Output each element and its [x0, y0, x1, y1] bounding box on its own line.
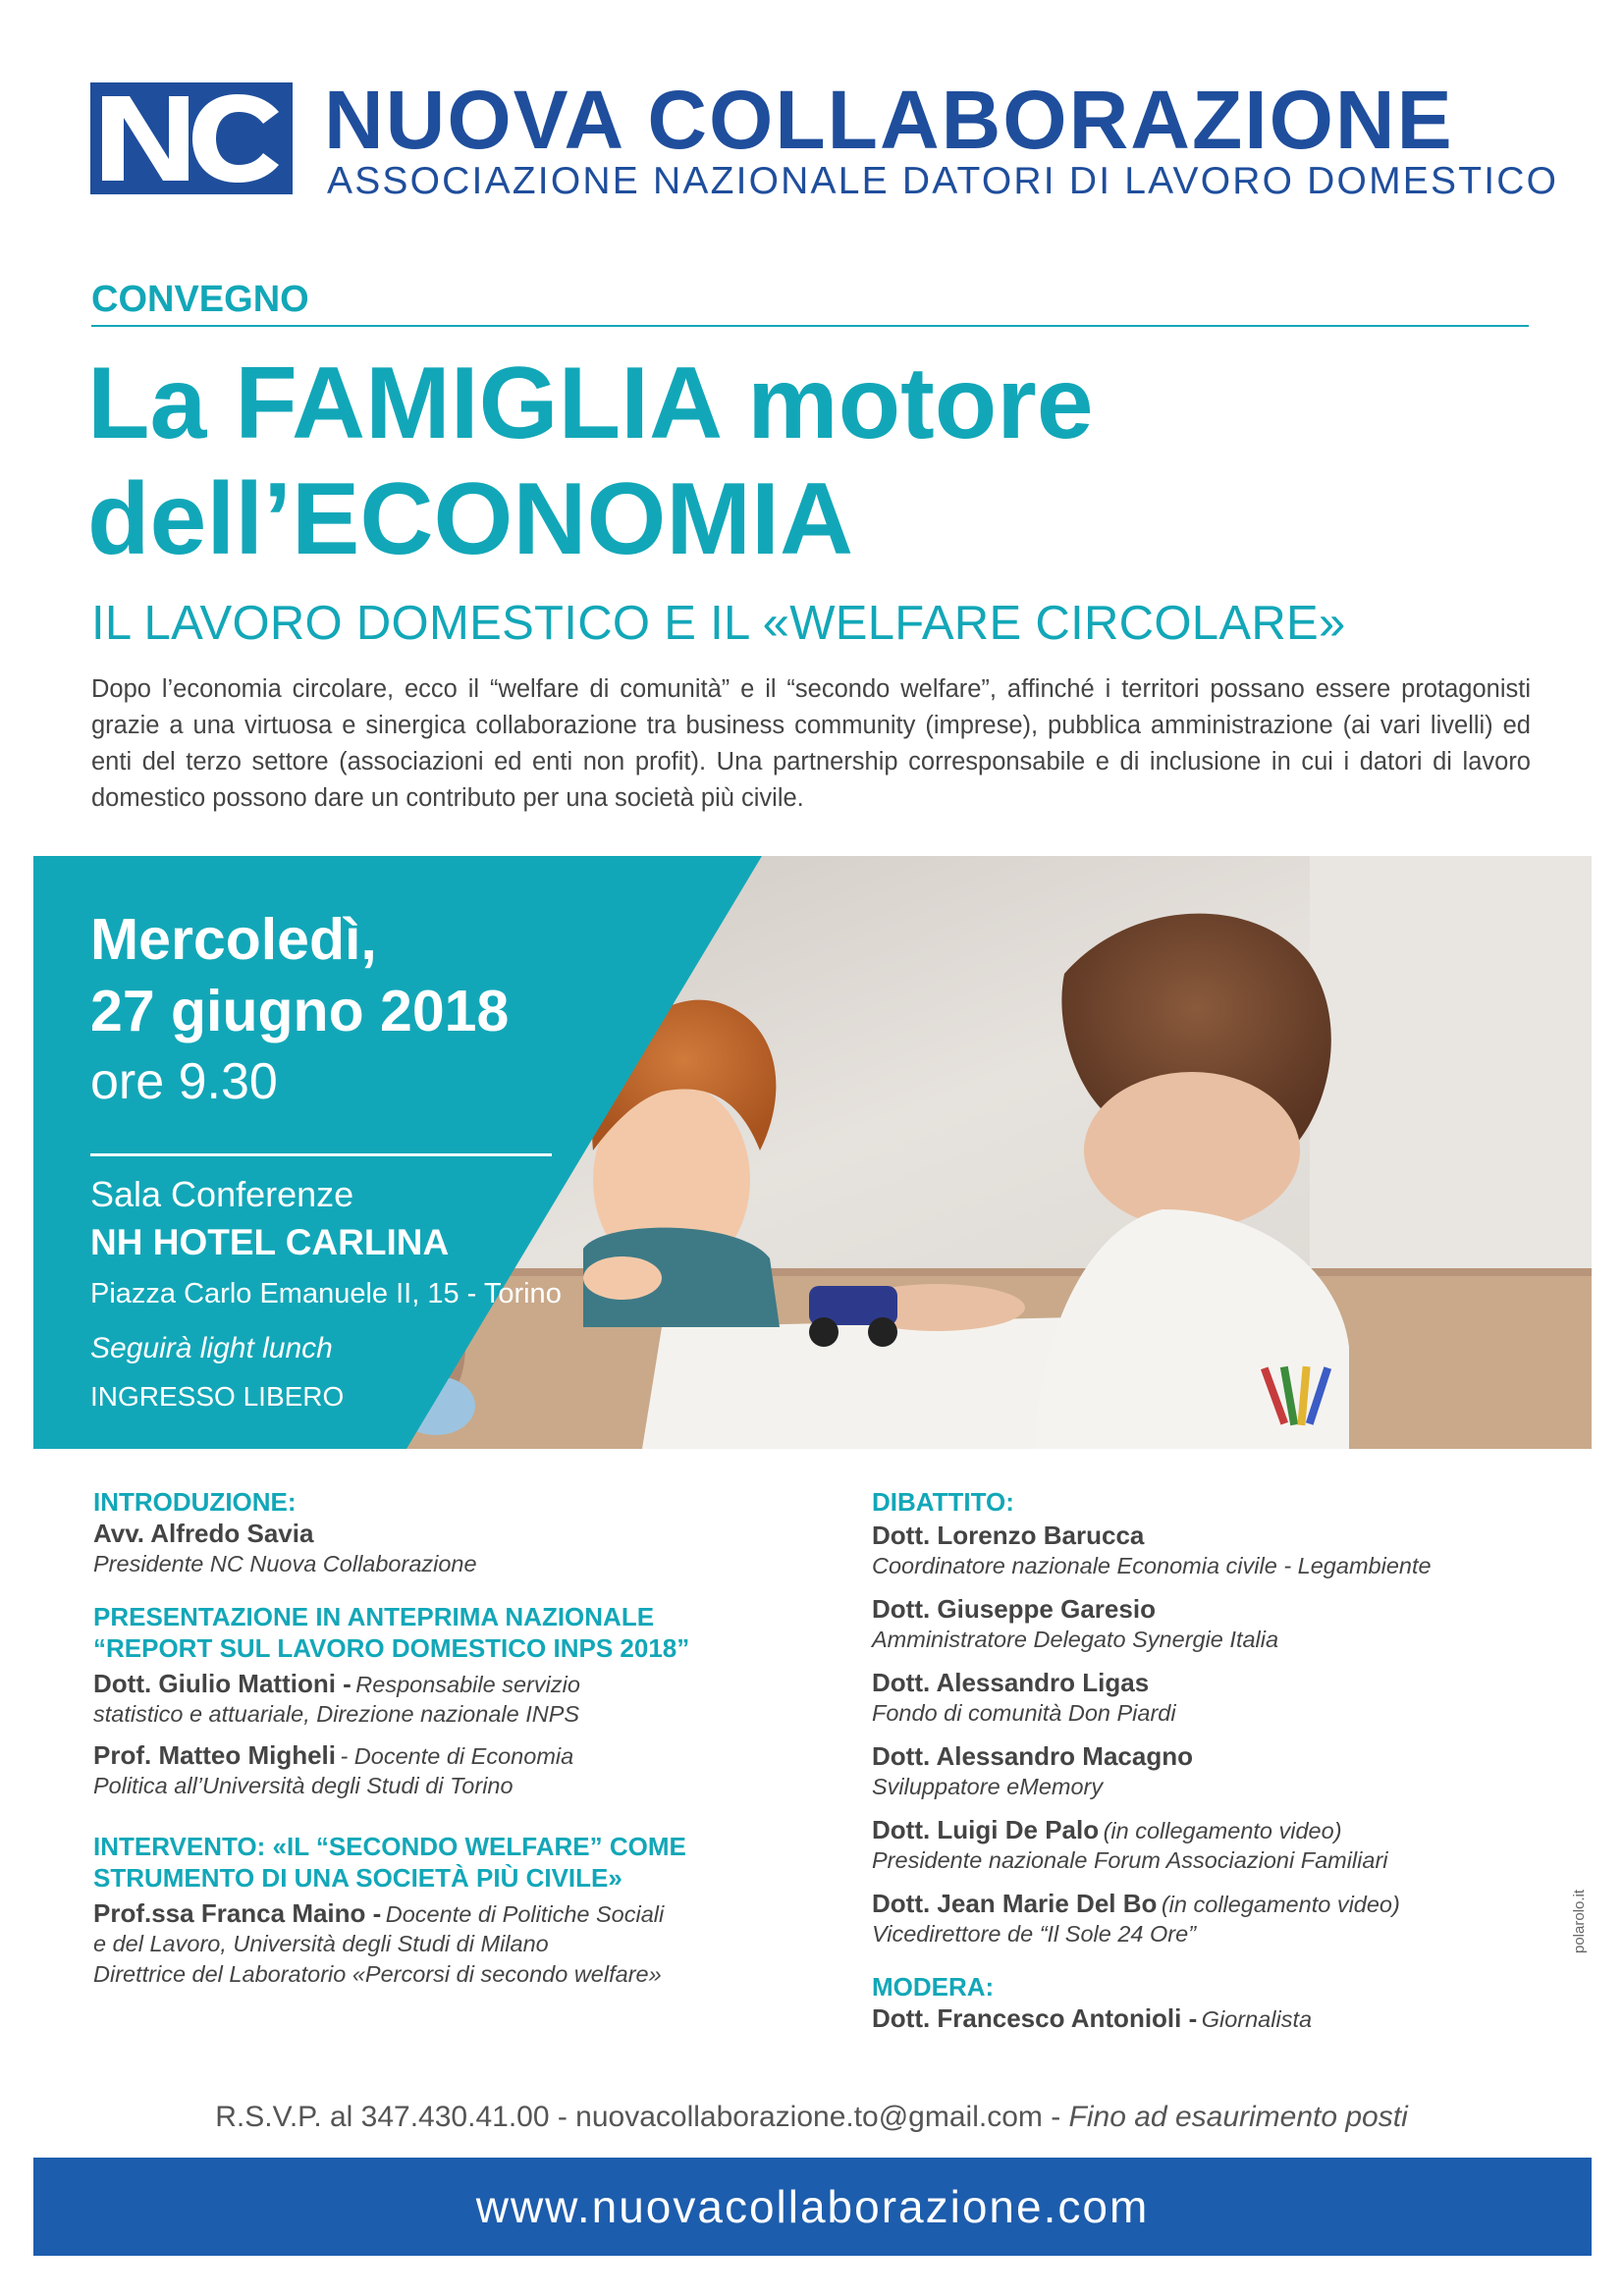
- program-right: [872, 1486, 1540, 2034]
- intervention-speaker-role-c: Direttrice del Laboratorio «Percorsi di secondo welfare»: [93, 1961, 662, 1987]
- presentation-speaker-2-role-a: - Docente di Economia: [340, 1743, 574, 1769]
- debate-speaker-name: Dott. Giuseppe Garesio: [872, 1594, 1156, 1624]
- event-subtitle: IL LAVORO DOMESTICO E IL «WELFARE CIRCOLARE»: [91, 597, 1346, 650]
- design-credit: polarolo.it: [1571, 1889, 1588, 1953]
- event-time: ore 9.30: [90, 1053, 278, 1110]
- presentation-speaker-2-role-b: Politica all’Università degli Studi di Torino: [93, 1773, 514, 1798]
- moderator: [872, 2002, 1540, 2034]
- event-kind: CONVEGNO: [91, 279, 309, 320]
- org-name: NUOVA COLLABORAZIONE: [324, 74, 1454, 166]
- presentation-heading-line2: “REPORT SUL LAVORO DOMESTICO INPS 2018”: [93, 1633, 690, 1663]
- presentation-heading-line1: PRESENTAZIONE IN ANTEPRIMA NAZIONALE: [93, 1602, 655, 1631]
- debate-speaker-name: Dott. Luigi De Palo: [872, 1815, 1100, 1844]
- intervention-speaker-name: Prof.ssa Franca Maino -: [93, 1898, 382, 1928]
- debate-speaker-role: Fondo di comunità Don Piardi: [872, 1700, 1176, 1726]
- debate-speaker-line: [872, 1520, 1540, 1551]
- debate-speaker-name: Dott. Lorenzo Barucca: [872, 1521, 1145, 1550]
- debate-speaker-role: Sviluppatore eMemory: [872, 1774, 1104, 1799]
- event-date: 27 giugno 2018: [90, 979, 510, 1043]
- debate-speaker-note: (in collegamento video): [1103, 1818, 1342, 1843]
- intro-speaker-role: Presidente NC Nuova Collaborazione: [93, 1551, 477, 1576]
- debate-speaker-line: [872, 1667, 1540, 1698]
- intervention-speaker-role-a: Docente di Politiche Sociali: [385, 1901, 665, 1927]
- debate-speaker: [872, 1667, 1540, 1729]
- presentation-speaker-2-name: Prof. Matteo Migheli: [93, 1740, 336, 1770]
- rsvp-line: [0, 2101, 1623, 2134]
- presentation-speaker-1-role-a: Responsabile servizio: [355, 1672, 580, 1697]
- rsvp-contacts: R.S.V.P. al 347.430.41.00 - nuovacollaborazione.to@gmail.com -: [215, 2101, 1069, 2133]
- venue-address: Piazza Carlo Emanuele II, 15 - Torino: [90, 1278, 562, 1309]
- debate-speaker: [872, 1740, 1540, 1802]
- debate-speaker-role: Coordinatore nazionale Economia civile - Legambiente: [872, 1553, 1432, 1578]
- presentation-speaker-1: [93, 1668, 781, 1699]
- moderator-name: Dott. Francesco Antonioli -: [872, 2003, 1198, 2033]
- moderator-heading: MODERA:: [872, 1972, 995, 2002]
- intervention-speaker-role-b: e del Lavoro, Università degli Studi di Milano: [93, 1931, 549, 1956]
- event-date-weekday: Mercoledì,: [90, 907, 377, 972]
- debate-speaker-name: Dott. Alessandro Macagno: [872, 1741, 1193, 1771]
- intro-heading: INTRODUZIONE:: [93, 1487, 297, 1517]
- event-intro: Dopo l’economia circolare, ecco il “welfare di comunità” e il “secondo welfare”, affinché i territori possano essere protagonisti grazie a una virtuosa e sinergica collaborazione tra business community (imprese), pubblica amministrazione (ai vari livelli) ed enti del terzo settore (associazioni ed enti non profit). Una partnership corresponsabile e di inclusione in cui i datori di lavoro domestico possono dare un contributo per una società più civile.: [91, 675, 1531, 812]
- intervention-heading-line2: STRUMENTO DI UNA SOCIETÀ PIÙ CIVILE»: [93, 1863, 622, 1893]
- debate-speaker-name: Dott. Alessandro Ligas: [872, 1668, 1150, 1697]
- debate-speaker-line: [872, 1814, 1540, 1845]
- presentation-speaker-2: [93, 1739, 781, 1771]
- presentation-speaker-1-name: Dott. Giulio Mattioni -: [93, 1669, 352, 1698]
- event-title-line2: dell’ECONOMIA: [87, 462, 854, 576]
- nc-logo: [90, 82, 293, 194]
- intervention-speaker: [93, 1897, 781, 1929]
- divider: [91, 325, 1529, 327]
- intervention-heading-line1: INTERVENTO: «IL “SECONDO WELFARE” COME: [93, 1832, 686, 1861]
- intro-speaker-name: Avv. Alfredo Savia: [93, 1519, 314, 1548]
- moderator-role: Giornalista: [1201, 2006, 1313, 2032]
- debate-speaker-note: (in collegamento video): [1161, 1892, 1400, 1917]
- org-subtitle: ASSOCIAZIONE NAZIONALE DATORI DI LAVORO DOMESTICO: [327, 160, 1559, 202]
- entry-note: INGRESSO LIBERO: [90, 1381, 345, 1412]
- debate-speaker: [872, 1593, 1540, 1655]
- venue-name: NH HOTEL CARLINA: [90, 1222, 450, 1262]
- debate-speaker-role: Vicedirettore de “Il Sole 24 Ore”: [872, 1921, 1197, 1947]
- lunch-note: Seguirà light lunch: [90, 1332, 333, 1364]
- venue-room: Sala Conferenze: [90, 1174, 354, 1214]
- debate-speaker-line: [872, 1593, 1540, 1625]
- debate-speaker-name: Dott. Jean Marie Del Bo: [872, 1889, 1158, 1918]
- program-left: [93, 1486, 781, 1990]
- banner-divider: [90, 1153, 552, 1156]
- website-link[interactable]: www.nuovacollaborazione.com: [475, 2181, 1150, 2232]
- presentation-speaker-1-role-b: statistico e attuariale, Direzione nazionale INPS: [93, 1701, 580, 1727]
- rsvp-note: Fino ad esaurimento posti: [1068, 2101, 1408, 2133]
- debate-speaker-role: Presidente nazionale Forum Associazioni Familiari: [872, 1847, 1388, 1873]
- debate-speaker: [872, 1814, 1540, 1876]
- debate-speaker-line: [872, 1888, 1540, 1919]
- debate-speaker-list: [872, 1520, 1540, 1949]
- event-title-line1: La FAMIGLIA motore: [87, 347, 1094, 460]
- debate-speaker: [872, 1520, 1540, 1581]
- debate-heading: DIBATTITO:: [872, 1487, 1014, 1517]
- debate-speaker-role: Amministratore Delegato Synergie Italia: [872, 1627, 1279, 1652]
- debate-speaker: [872, 1888, 1540, 1949]
- debate-speaker-line: [872, 1740, 1540, 1772]
